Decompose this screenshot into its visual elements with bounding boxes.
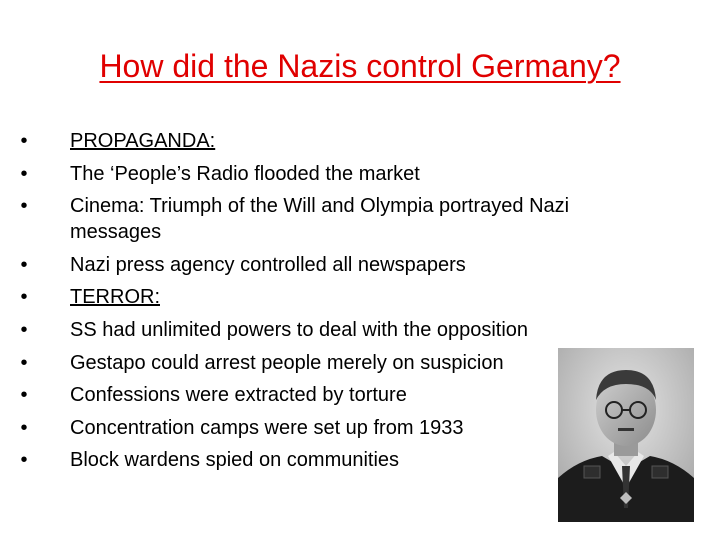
- bullet-item: [14, 161, 654, 187]
- bullet-item: [14, 252, 654, 278]
- bullet-marker: •: [20, 449, 28, 472]
- bullet-item: [14, 317, 654, 343]
- bullet-item: [14, 193, 654, 245]
- bullet-marker: •: [20, 384, 28, 407]
- bullet-text: The ‘People’s Radio flooded the market: [70, 162, 420, 185]
- bullet-text: Confessions were extracted by torture: [70, 384, 407, 407]
- bullet-item: [14, 128, 654, 154]
- bullet-text: Nazi press agency controlled all newspapers: [70, 253, 466, 276]
- portrait-illustration: [558, 348, 694, 522]
- bullet-marker: •: [20, 318, 28, 341]
- bullet-marker: •: [20, 162, 28, 185]
- bullet-marker: •: [20, 253, 28, 276]
- portrait-photo: [558, 348, 694, 522]
- bullet-text: SS had unlimited powers to deal with the opposition: [70, 318, 529, 341]
- bullet-marker: •: [20, 351, 28, 374]
- bullet-text: Cinema: Triumph of the Will and Olympia portrayed Nazi messages: [70, 195, 570, 244]
- bullet-item: [14, 284, 654, 310]
- bullet-marker: •: [20, 416, 28, 439]
- bullet-marker: •: [20, 286, 28, 309]
- bullet-marker: •: [20, 195, 28, 218]
- bullet-text: TERROR:: [70, 286, 160, 309]
- bullet-text: Gestapo could arrest people merely on suspicion: [70, 351, 504, 374]
- bullet-text: Concentration camps were set up from 1933: [70, 416, 464, 439]
- bullet-marker: •: [20, 130, 28, 152]
- bullet-text: Block wardens spied on communities: [70, 449, 400, 472]
- slide-title: How did the Nazis control Germany?: [99, 48, 621, 84]
- bullet-text: PROPAGANDA:: [70, 130, 216, 152]
